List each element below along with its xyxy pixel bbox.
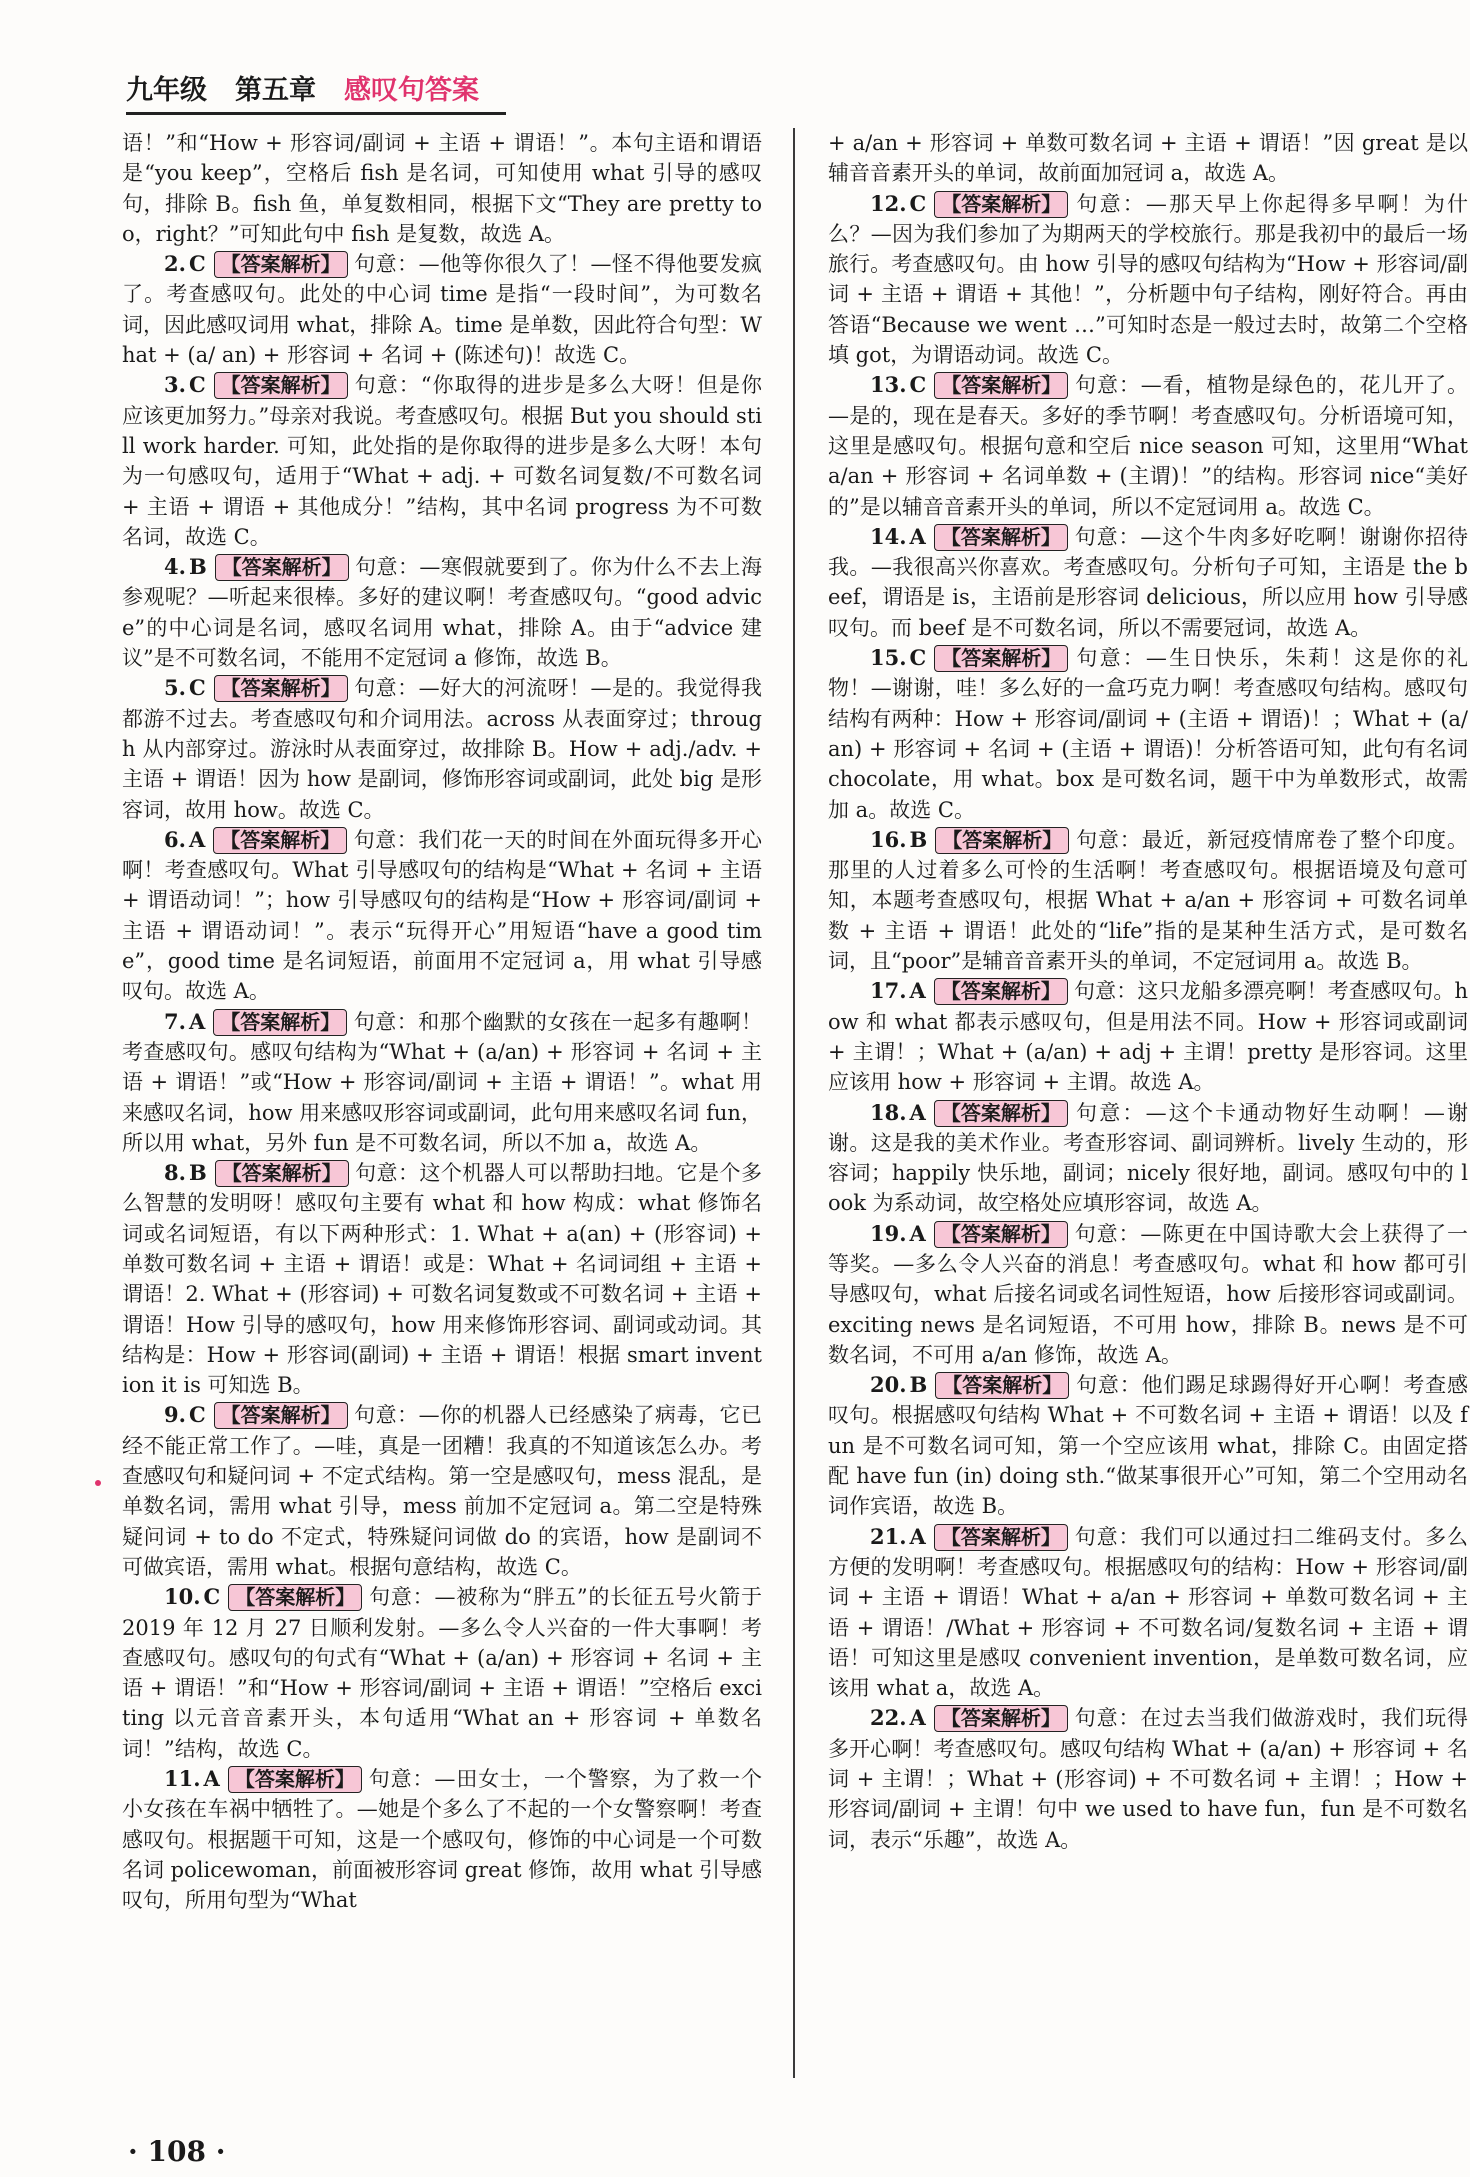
answer-analysis-tag: 【答案解析】 xyxy=(214,1402,348,1429)
answer-entry xyxy=(122,673,762,824)
explanation-text: 句意：—你的机器人已经感染了病毒，它已经不能正常工作了。—哇，真是一团糟！我真的不知道该怎么办。考查感叹句和疑问词 + 不定式结构。第一空是感叹句，mess 混乱，是单数名词，需用 what 引导，mess 前加不定冠词 a。第二空是特殊疑问词 + to do 不定式，特殊疑问词做 do 的宾语，how 是副词不可做宾语，需用 what。根据句意结构，故选 C。 xyxy=(122,1403,762,1579)
answer-analysis-tag: 【答案解析】 xyxy=(934,645,1068,672)
answer-entry xyxy=(828,522,1468,643)
answer-letter: A xyxy=(188,826,206,852)
question-number: 6. xyxy=(164,826,186,852)
explanation-text: 句意：—这个牛肉多好吃啊！谢谢你招待我。—我很高兴你喜欢。考查感叹句。分析句子可知，主语是 the beef，谓语是 is，主语前是形容词 delicious，所以应用 how 引导感叹句。而 beef 是不可数名词，所以不需要冠词，故选 A。 xyxy=(828,524,1468,640)
answer-analysis-tag: 【答案解析】 xyxy=(214,675,348,702)
answer-letter: B xyxy=(188,554,207,580)
page-header xyxy=(126,72,479,110)
answer-entry xyxy=(122,1158,762,1400)
question-number: 12. xyxy=(870,190,907,216)
answer-entry xyxy=(122,825,762,1007)
answer-analysis-tag: 【答案解析】 xyxy=(934,191,1068,218)
answer-analysis-tag: 【答案解析】 xyxy=(934,1221,1068,1248)
header-grade: 九年级 xyxy=(126,75,207,106)
answer-letter: A xyxy=(909,1220,926,1246)
question-number: 2. xyxy=(164,251,186,277)
right-answer-list xyxy=(828,189,1468,1855)
answer-letter: B xyxy=(909,1372,928,1398)
continuation-text: 语！”和“How + 形容词/副词 + 主语 + 谓语！”。本句主语和谓语是“you keep”，空格后 fish 是名词，可知使用 what 引导的感叹句，排除 B。fish 鱼，单复数相同，根据下文“They are pretty too，right？”可知此句中 fish 是复数，故选 A。 xyxy=(122,131,762,246)
question-number: 19. xyxy=(870,1220,907,1246)
answer-entry xyxy=(828,643,1468,825)
answer-letter: B xyxy=(909,826,928,852)
answer-entry xyxy=(828,1703,1468,1854)
explanation-text: 句意：这个机器人可以帮助扫地。它是个多么智慧的发明呀！感叹句主要有 what 和 how 构成：what 修饰名词或名词短语，有以下两种形式：1. What + a(an) + (形容词) + 单数可数名词 + 主语 + 谓语！或是：What + 名词词组 + 主语 + 谓语！2. What + (形容词) + 可数名词复数或不可数名词 + 主语 + 谓语！How 引导的感叹句，how 用来修饰形容词、副词或动词。其结构是：How + 形容词(副词) + 主语 + 谓语！根据 smart invention it is 可知选 B。 xyxy=(122,1161,762,1398)
explanation-text: 句意：—寒假就要到了。你为什么不去上海参观呢？—听起来很棒。多好的建议啊！考查感叹句。“good advice”的中心词是名词，感叹名词用 what，排除 A。由于“advice 建议”是不可数名词，不能用不定冠词 a 修饰，故选 B。 xyxy=(122,555,762,671)
header-chapter: 第五章 xyxy=(235,75,316,106)
answer-entry xyxy=(122,249,762,370)
answer-letter: C xyxy=(203,1584,221,1610)
left-answer-list xyxy=(122,249,762,1915)
answer-analysis-tag: 【答案解析】 xyxy=(215,554,349,581)
question-number: 14. xyxy=(870,523,907,549)
explanation-text: 句意：—好大的河流呀！—是的。我觉得我都游不过去。考查感叹句和介词用法。across 从表面穿过；through 从内部穿过。游泳时从表面穿过，故排除 B。How + adj./adv. + 主语 + 谓语！因为 how 是副词，修饰形容词或副词，此处 big 是形容词，故用 how。故选 C。 xyxy=(122,676,762,822)
answer-letter: C xyxy=(909,372,927,398)
question-number: 10. xyxy=(164,1584,201,1610)
answer-entry xyxy=(122,1400,762,1582)
left-column xyxy=(122,128,762,1916)
right-column xyxy=(828,128,1468,1855)
answer-analysis-tag: 【答案解析】 xyxy=(934,372,1068,399)
answer-letter: C xyxy=(188,251,206,277)
question-number: 5. xyxy=(164,675,186,701)
question-number: 11. xyxy=(164,1766,201,1792)
question-number: 21. xyxy=(870,1523,907,1549)
answer-entry xyxy=(122,370,762,552)
answer-entry xyxy=(122,1007,762,1158)
answer-analysis-tag: 【答案解析】 xyxy=(934,1705,1068,1732)
answer-analysis-tag: 【答案解析】 xyxy=(935,827,1069,854)
answer-entry xyxy=(828,976,1468,1097)
column-divider xyxy=(793,128,795,2078)
continuation-text: + a/an + 形容词 + 单数可数名词 + 主语 + 谓语！”因 great 是以辅音音素开头的单词，故前面加冠词 a，故选 A。 xyxy=(828,131,1468,186)
answer-entry xyxy=(828,1522,1468,1704)
answer-letter: A xyxy=(909,1099,926,1125)
explanation-text: 句意：我们花一天的时间在外面玩得多开心啊！考查感叹句。What 引导感叹句的结构是“What + 名词 + 主语 + 谓语动词！”；how 引导感叹句的结构是“How + 形容词/副词 + 主语 + 谓语动词！”。表示“玩得开心”用短语“have a good time”，good time 是名词短语，前面用不定冠词 a，用 what 引导感叹句。故选 A。 xyxy=(122,827,762,1004)
explanation-text: 句意：—他等你很久了！—怪不得他要发疯了。考查感叹句。此处的中心词 time 是指“一段时间”，为可数名词，因此感叹词用 what，排除 A。time 是单数，因此符合句型：What + (a/ an) + 形容词 + 名词 + (陈述句)！故选 C。 xyxy=(122,252,762,368)
explanation-text: 句意：—田女士，一个警察，为了救一个小女孩在车祸中牺牲了。—她是个多么了不起的一个女警察啊！考查感叹句。根据题干可知，这是一个感叹句，修饰的中心词是一个可数名词 policewoman，前面被形容词 great 修饰，故用 what 引导感叹句，所用句型为“What xyxy=(122,1767,762,1913)
question-number: 9. xyxy=(164,1402,186,1428)
margin-mark xyxy=(95,1480,101,1486)
answer-analysis-tag: 【答案解析】 xyxy=(214,251,348,278)
answer-entry xyxy=(828,1098,1468,1219)
answer-entry xyxy=(828,1219,1468,1370)
question-number: 13. xyxy=(870,372,907,398)
question-number: 20. xyxy=(870,1372,907,1398)
answer-entry xyxy=(122,552,762,673)
explanation-text: 句意：—这个卡通动物好生动啊！—谢谢。这是我的美术作业。考查形容词、副词辨析。lively 生动的，形容词；happily 快乐地，副词；nicely 很好地，副词。感叹句中的 look 为系动词，故空格处应填形容词，故选 A。 xyxy=(828,1100,1468,1216)
question-number: 16. xyxy=(870,826,907,852)
question-number: 18. xyxy=(870,1099,907,1125)
answer-analysis-tag: 【答案解析】 xyxy=(934,978,1068,1005)
answer-analysis-tag: 【答案解析】 xyxy=(934,524,1068,551)
answer-entry xyxy=(122,1764,762,1915)
answer-letter: C xyxy=(909,190,927,216)
answer-analysis-tag: 【答案解析】 xyxy=(934,1100,1068,1127)
question-number: 4. xyxy=(164,554,186,580)
explanation-text: 句意：他们踢足球踢得好开心啊！考查感叹句。根据感叹句结构 What + 不可数名词 + 主语 + 谓语！以及 fun 是不可数名词可知，第一个空应该用 what，排除 C。由固定搭配 have fun (in) doing sth.“做某事很开心”可知，第二个空用动名词作宾语，故选 B。 xyxy=(828,1373,1468,1519)
explanation-text: 句意：—生日快乐，朱莉！这是你的礼物！—谢谢，哇！多么好的一盒巧克力啊！考查感叹句结构。感叹句结构有两种：How + 形容词/副词 + (主语 + 谓语)！；What + (a/an) + 形容词 + 名词 + (主语 + 谓语)！分析答语可知，此句有名词 chocolate，用 what。box 是可数名词，题干中为单数形式，故需加 a。故选 C。 xyxy=(828,646,1468,822)
answer-letter: A xyxy=(909,523,926,549)
question-number: 3. xyxy=(164,372,186,398)
answer-entry xyxy=(828,1370,1468,1521)
page-number: · 108 · xyxy=(128,2135,226,2168)
header-title: 感叹句答案 xyxy=(344,75,479,106)
answer-letter: A xyxy=(188,1008,206,1034)
explanation-text: 句意：这只龙船多漂亮啊！考查感叹句。how 和 what 都表示感叹句，但是用法不同。How + 形容词或副词 + 主谓！；What + (a/an) + adj + 主谓！pretty 是形容词。这里应该用 how + 形容词 + 主谓。故选 A。 xyxy=(828,979,1468,1095)
answer-letter: C xyxy=(188,675,206,701)
answer-letter: C xyxy=(188,1402,206,1428)
explanation-text: 句意：“你取得的进步是多么大呀！但是你应该更加努力。”母亲对我说。考查感叹句。根据 But you should still work harder. 可知，此处指的是你取得的进步是多么大呀！本句为一句感叹句，适用于“What + adj. + 可数名词复数/不可数名词 + 主语 + 谓语 + 其他成分！”结构，其中名词 progress 为不可数名词，故选 C。 xyxy=(122,373,762,549)
question-number: 15. xyxy=(870,645,907,671)
answer-analysis-tag: 【答案解析】 xyxy=(214,372,348,399)
question-number: 22. xyxy=(870,1705,907,1731)
answer-letter: B xyxy=(188,1160,207,1186)
answer-analysis-tag: 【答案解析】 xyxy=(213,1009,347,1036)
question-number: 17. xyxy=(870,978,907,1004)
explanation-text: 句意：—被称为“胖五”的长征五号火箭于 2019 年 12 月 27 日顺利发射。—多么令人兴奋的一件大事啊！考查感叹句。感叹句的句式有“What + (a/an) + 形容词 + 名词 + 主语 + 谓语！”和“How + 形容词/副词 + 主语 + 谓语！”空格后 exciting 以元音音素开头，本句适用“What an + 形容词 + 单数名词！”结构，故选 C。 xyxy=(122,1585,762,1761)
question-number: 7. xyxy=(164,1008,186,1034)
answer-letter: A xyxy=(909,1705,926,1731)
answer-analysis-tag: 【答案解析】 xyxy=(213,827,347,854)
explanation-text: 句意：和那个幽默的女孩在一起多有趣啊！考查感叹句。感叹句结构为“What + (a/an) + 形容词 + 名词 + 主语 + 谓语！”或“How + 形容词/副词 + 主语 + 谓语！”。what 用来感叹名词，how 用来感叹形容词或副词，此句用来感叹名词 fun，所以用 what，另外 fun 是不可数名词，所以不加 a，故选 A。 xyxy=(122,1009,762,1155)
answer-letter: C xyxy=(909,645,927,671)
answer-entry xyxy=(122,1582,762,1764)
explanation-text: 句意：—陈更在中国诗歌大会上获得了一等奖。—多么令人兴奋的消息！考查感叹句。what 和 how 都可引导感叹句，what 后接名词或名词性短语，how 后接形容词或副词。exciting news 是名词短语，不可用 how，排除 B。news 是不可数名词，不可用 a/an 修饰，故选 A。 xyxy=(828,1221,1468,1367)
answer-analysis-tag: 【答案解析】 xyxy=(934,1524,1068,1551)
answer-entry xyxy=(828,370,1468,521)
answer-entry xyxy=(828,189,1468,371)
explanation-text: 句意：我们可以通过扫二维码支付。多么方便的发明啊！考查感叹句。根据感叹句的结构：How + 形容词/副词 + 主语 + 谓语！What + a/an + 形容词 + 单数可数名词 + 主语 + 谓语！/What + 形容词 + 不可数名词/复数名词 + 主语 + 谓语！可知这里是感叹 convenient invention，是单数可数名词，应该用 what a，故选 A。 xyxy=(828,1524,1468,1701)
explanation-text: 句意：最近，新冠疫情席卷了整个印度。那里的人过着多么可怜的生活啊！考查感叹句。根据语境及句意可知，本题考查感叹句，根据 What + a/an + 形容词 + 可数名词单数 + 主语 + 谓语！此处的“life”指的是某种生活方式，是可数名词，且“poor”是辅音音素开头的单词，不定冠词用 a。故选 B。 xyxy=(828,827,1468,974)
answer-analysis-tag: 【答案解析】 xyxy=(228,1766,362,1793)
explanation-text: 句意：—看，植物是绿色的，花儿开了。—是的，现在是春天。多好的季节啊！考查感叹句。分析语境可知，这里是感叹句。根据句意和空后 nice season 可知，这里用“What a/an + 形容词 + 名词单数 + (主谓)！”的结构。形容词 nice“美好的”是以辅音音素开头的单词，所以不定冠词用 a。故选 C。 xyxy=(828,373,1468,519)
answer-entry xyxy=(828,825,1468,976)
answer-letter: A xyxy=(909,1523,926,1549)
question-number: 8. xyxy=(164,1160,186,1186)
answer-letter: A xyxy=(909,978,926,1004)
answer-letter: A xyxy=(203,1766,220,1792)
header-rule xyxy=(126,112,506,115)
answer-analysis-tag: 【答案解析】 xyxy=(228,1584,362,1611)
answer-analysis-tag: 【答案解析】 xyxy=(935,1372,1069,1399)
explanation-text: 句意：—那天早上你起得多早啊！为什么？—因为我们参加了为期两天的学校旅行。那是我初中的最后一场旅行。考查感叹句。由 how 引导的感叹句结构为“How + 形容词/副词 + 主语 + 谓语 + 其他！”，分析题中句子结构，刚好符合。再由答语“Because we went …”可知时态是一般过去时，故第二个空格填 got，为谓语动词。故选 C。 xyxy=(828,191,1468,368)
explanation-text: 句意：在过去当我们做游戏时，我们玩得多开心啊！考查感叹句。感叹句结构 What + (a/an) + 形容词 + 名词 + 主谓！；What + (形容词) + 不可数名词 + 主谓！；How + 形容词/副词 + 主谓！句中 we used to have fun，fun 是不可数名词，表示“乐趣”，故选 A。 xyxy=(828,1706,1468,1852)
answer-analysis-tag: 【答案解析】 xyxy=(215,1160,349,1187)
answer-letter: C xyxy=(188,372,206,398)
